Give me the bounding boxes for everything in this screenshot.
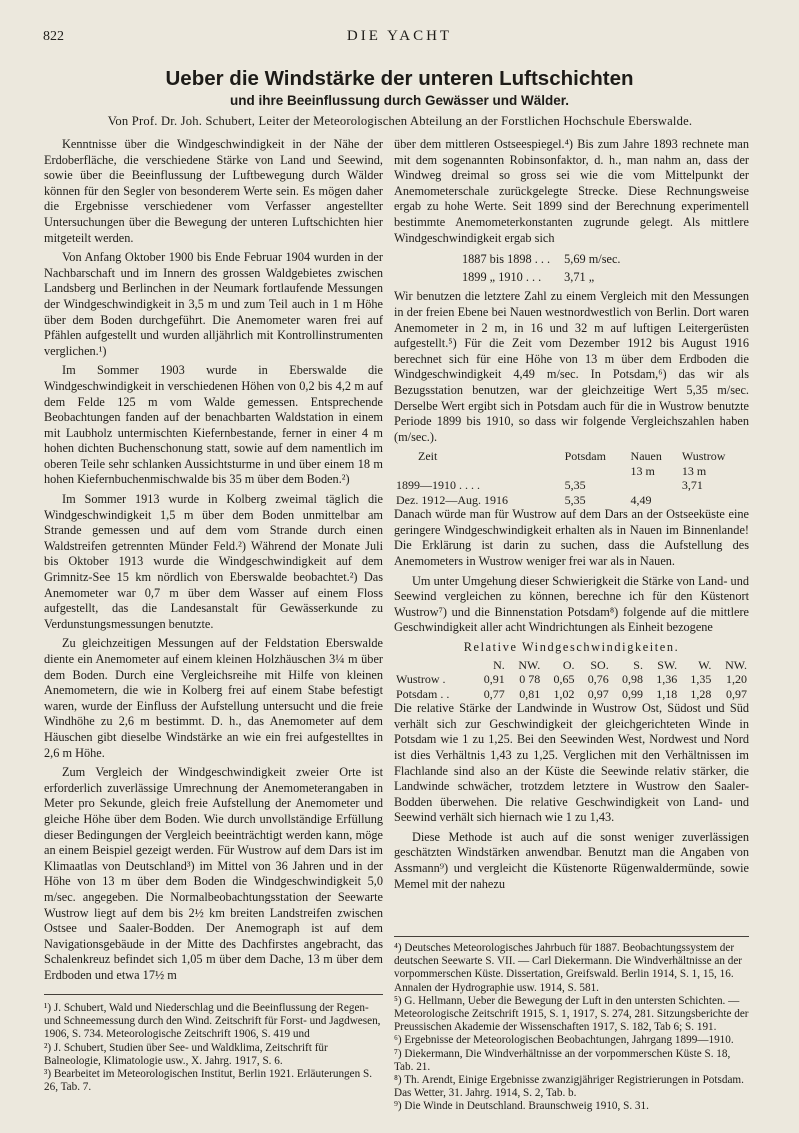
table-cell: 0,81 xyxy=(519,686,541,701)
footnote: ⁵) G. Hellmann, Ueber die Bewegung der Luft in den untersten Schichten. — Meteorologische Zeitschrift 1915, S. 1, 1917, S. 274, 281. Sitzungsberichte der Preussischen Akademie der Wissenschaften 1917, S. 182, Tab 6; S. 191. xyxy=(394,994,749,1034)
article-byline: Von Prof. Dr. Joh. Schubert, Leiter der Meteorologischen Abteilung an der Forstlichen Hochschule Eberswalde. xyxy=(107,114,693,128)
footnote: ²) J. Schubert, Studien über See- und Waldklima, Zeitschrift für Balneologie, Klimatologie usw., X. Jahrg. 1917, S. 6. xyxy=(44,1041,328,1067)
table-cell xyxy=(629,478,680,493)
column-header: NW. xyxy=(725,657,747,672)
row-label: Wustrow . xyxy=(396,672,446,687)
column-header: N. xyxy=(493,657,505,672)
paragraph: Im Sommer 1903 wurde in Eberswalde die Windgeschwindigkeit in verschiedenen Höhen von 0,2 bis 4,2 m auf dem Felde 125 m vom Walde gemessen. Entsprechende Beobachtungen fanden auf der benachbarten Waldstation in einem mit Laubholz untermischten Kiefernbestande, ferner in einer 4 m hohen dichten Buchenschonung statt, sowie auf dem namentlich im oberen Teile sehr schlanken Aussichtsturme in und über einem 18 m hohen Kiefernbuchenmischwalde bis 35 m über dem Boden.²) xyxy=(44,363,383,487)
column-header: Potsdam xyxy=(564,449,606,464)
right-column xyxy=(394,137,749,937)
footnote: ⁸) Th. Arendt, Einige Ergebnisse zwanzigjähriger Registrierungen in Potsdam. Das Wetter, 31. Jahrg. 1914, S. 2, Tab. b. xyxy=(394,1074,744,1100)
column-header: SO. xyxy=(590,657,609,672)
paragraph: Von Anfang Oktober 1900 bis Ende Februar 1904 wurden in der Nachbarschaft und im Innern des grossen Waldgebietes zwischen Landsberg und Berlinchen in der Neumark fortlaufende Messungen der Windgeschwindigkeit in 3,5 m und zum Teil auch in 1 m Höhe über dem Boden durchgeführt. Die Anemometer waren frei auf Pfählen aufgestellt und wurden alljährlich mit Kontrollinstrumenten verglichen.¹) xyxy=(44,250,383,358)
paragraph: Zum Vergleich der Windgeschwindigkeit zweier Orte ist erforderlich zuverlässige Umrechnung der Anemometerangaben in Meter pro Sekunde, gleich freie Aufstellung der Anemometer und gleiche Höhe über dem Boden. Wie durch unvollständige Erfüllung dieser Bedingungen der Vergleich beeinträchtigt werden kann, möge an einem Beispiel gezeigt werden. Für Wustrow auf dem Dars ist im Klimaatlas von Deutschland³) im Mittel von 36 Jahren und in der Höhe von 13 m über dem Boden die Windgeschwindigkeit 5,0 m/sec. angegeben. Die Normalbeobachtungsstation der Seewarte Wustrow liegt auf dem bis 2½ km breiten Landstreifen zwischen Ostsee und Saaler-Bodden. Der Anemograph ist auf dem Navigationsgebäude in der Mitte des Dachfirstes angebracht, das Schalenkreuz befindet sich 1,05 m über dem Dache, 13 m über dem Erdboden und etwa 17½ m xyxy=(44,765,383,982)
table-cell: 1887 bis 1898 . . . xyxy=(462,252,551,267)
table-cell: 1899 „ 1910 . . . xyxy=(462,269,542,284)
table-row xyxy=(394,672,749,687)
years-table xyxy=(454,250,629,287)
table-cell: 1,28 xyxy=(690,686,712,701)
paragraph: Danach würde man für Wustrow auf dem Dars an der Ostseeküste eine geringere Windgeschwindigkeit erhalten als in Nauen im Binnenlande! Die Erklärung ist darin zu suchen, dass die Aufstellung des Anemometers in Wustrow weniger frei war als in Nauen. xyxy=(394,507,749,569)
relative-table-heading: Relative Windgeschwindigkeiten. xyxy=(463,640,680,655)
paragraph: Um unter Umgehung dieser Schwierigkeit die Stärke von Land- und Seewind vergleichen zu können, berechne ich für den Küstenort Wustrow⁷) und die Binnenstation Potsdam⁸) folgende auf die mittlere Geschwindigkeit aller acht Windrichtungen als Einheit bezogene xyxy=(394,573,749,635)
column-header: O. xyxy=(562,657,575,672)
relative-speed-table xyxy=(394,658,749,702)
footnote: ⁹) Die Winde in Deutschland. Braunschweig 1910, S. 31. xyxy=(394,1100,649,1113)
row-label: Potsdam . . xyxy=(396,686,450,701)
table-cell: 1899—1910 . . . . xyxy=(396,478,480,493)
table-cell: 1,35 xyxy=(690,672,712,687)
table-cell: 3,71 xyxy=(681,478,703,493)
column-header: Nauen xyxy=(630,449,662,464)
paragraph: über dem mittleren Ostseespiegel.⁴) Bis zum Jahre 1893 rechnete man mit dem sogenannten Robinsonfaktor, d. h., man nahm an, dass der Windweg dreimal so gross sei wie die vom Mittelpunkt der Anemometerschale zurückgelegte Strecke. Diese Rechnungsweise ergab zu hohe Werte. Seit 1899 sind der Berechnung experimentell bestimmte Anemometerkonstanten zugrunde gelegt. Als mittlere Windgeschwindigkeit ergab sich xyxy=(394,137,749,245)
table-cell: 5,35 xyxy=(564,478,586,493)
page-number: 822 xyxy=(43,29,64,44)
article-title: Ueber die Windstärke der unteren Luftschichten xyxy=(165,67,634,90)
table-cell: 0,97 xyxy=(587,686,609,701)
left-column xyxy=(44,137,383,989)
footnotes-right xyxy=(394,942,749,1128)
table-cell: 0,97 xyxy=(726,686,747,701)
footnote: ¹) J. Schubert, Wald und Niederschlag und die Beeinflussung der Regen- und Schneemessung durch den Wind. Zeitschrift für Forst- und Jagdwesen, 1906, S. 734. Meteorologische Zeitschrift 1906, S. 419 und xyxy=(44,1002,381,1041)
table-cell: Dez. 1912—Aug. 1916 xyxy=(396,492,508,507)
footnote-divider xyxy=(394,936,749,937)
table-cell: 0,99 xyxy=(621,686,643,701)
table-row xyxy=(394,687,749,702)
table-cell: 5,35 xyxy=(564,492,586,507)
table-cell: 0,77 xyxy=(483,686,505,701)
table-cell: 0,98 xyxy=(621,672,643,687)
column-header: NW. xyxy=(518,657,541,672)
table-cell: 1,36 xyxy=(656,672,678,687)
column-header: SW. xyxy=(657,657,678,672)
table-row xyxy=(456,252,627,268)
paragraph: Die relative Stärke der Landwinde in Wustrow Ost, Südost und Süd verhält sich zur Geschwindigkeit der gleichgerichteten Winde in Potsdam wie 1 zu 1,25. Bei den Seewinden West, Nordwest und Nord ist dies Verhältnis 1,43 zu 1,25. Verglichen mit den Verhältnissen im Flachlande sind also an der Küste die Seewinde relativ stärker, die Landwinde schwächer, trotzdem letztere in Wustrow den Saaler-Bodden überwehen. Die relative Geschwindigkeit von Land- und Seewind verhält sich hiernach wie 1 zu 1,43. xyxy=(394,701,749,825)
table-row xyxy=(394,493,749,508)
column-subheader xyxy=(563,464,629,479)
table-subheader-row xyxy=(394,464,749,479)
footnotes-left xyxy=(44,1002,383,1122)
table-row xyxy=(394,478,749,493)
footnote: ⁴) Deutsches Meteorologisches Jahrbuch für 1887. Beobachtungssystem der deutschen Seewarte S. VII. — Carl Diekermann. Die Windverhältnisse an der vorpommerschen Küste. Dissertation, Greifswald. Berlin 1914, S. 1, 15, 16. Annalen der Hydrographie usw. 1914, S. 581. xyxy=(394,942,743,994)
table-cell: 1,02 xyxy=(553,686,575,701)
table-cell: 1,20 xyxy=(726,672,747,687)
paragraph: Wir benutzen die letztere Zahl zu einem Vergleich mit den Messungen in der freien Ebene bei Nauen westnordwestlich von Berlin. Dort waren Anemometer in 2 m, in 16 und 32 m auf luftigen Leitergerüsten aufgestellt.⁵) Für die Zeit vom Dezember 1912 bis August 1916 berechnet sich für eine Höhe von 13 m über dem Erdboden die Windgeschwindigkeit 4,49 m/sec. In Potsdam,⁶) das wir als Bezugsstation benutzen, war der gleichzeitige Wert 5,35 m/sec. Derselbe Wert ergibt sich in Potsdam auch für die in Wustrow benutzte Periode 1899 bis 1910, so dass wir folgende Vergleichszahlen haben (m/sec.). xyxy=(394,289,749,444)
paragraph: Zu gleichzeitigen Messungen auf der Feldstation Eberswalde diente ein Anemometer auf einem kleinen Holzhäuschen 3¼ m über dem Boden. Durch eine Vergleichsreihe mit Hilfe von kleinen Anemometern, die wie in Kolberg frei auf einem Stabe befestigt waren, wurde der Einfluss der Aufstellung untersucht und die freie Windhöhe zu 2,6 m bestimmt. D. h., das Anemometer auf dem Häuschen gibt dieselbe Windstärke an wie ein frei aufgestelltes in 2,6 m Höhe. xyxy=(44,636,383,760)
column-header: Wustrow xyxy=(681,449,726,464)
column-header: Zeit xyxy=(418,449,438,464)
table-cell: 0 78 xyxy=(519,672,541,687)
table-cell: 5,69 m/sec. xyxy=(564,252,621,267)
footnote-divider xyxy=(44,994,383,995)
column-subheader: 13 m xyxy=(630,463,655,478)
table-cell: 0,76 xyxy=(587,672,609,687)
column-header: S. xyxy=(633,657,643,672)
footnote: ³) Bearbeitet im Meteorologischen Institut, Berlin 1921. Erläuterungen S. 26, Tab. 7. xyxy=(44,1068,373,1094)
table-cell: 1,18 xyxy=(656,686,678,701)
table-header-row xyxy=(394,658,749,673)
article-subtitle: und ihre Beeinflussung durch Gewässer und Wälder. xyxy=(229,93,570,108)
table-cell: 4,49 xyxy=(630,492,652,507)
comparison-table xyxy=(394,449,749,507)
table-cell: 0,65 xyxy=(553,672,575,687)
table-cell: 0,91 xyxy=(483,672,505,687)
table-cell xyxy=(680,493,749,508)
paragraph: Diese Methode ist auch auf die sonst weniger zuverlässigen geschätzten Windstärken anwendbar. Benutzt man die Angaben von Assmann⁹) und vergleicht die Küstenorte Rügenwaldermünde, sowie Memel mit der nahezu xyxy=(394,829,749,891)
paragraph: Kenntnisse über die Windgeschwindigkeit in der Nähe der Erdoberfläche, die verschiedene Stärke von Land und Seewind, sowie über die Beeinflussung der Luftbewegung durch Wälder können für den Segler von besonderem Werte sein. Es mögen daher die Ergebnisse verschiedener vom Verfasser angestellter Untersuchungen über die Bewegung der unteren Luftschichten hier mitgeteilt werden. xyxy=(44,137,383,245)
table-header-row xyxy=(394,449,749,464)
table-cell: 3,71 „ xyxy=(564,269,595,284)
paragraph: Im Sommer 1913 wurde in Kolberg zweimal täglich die Windgeschwindigkeit 1,5 m über dem Boden unmittelbar am Strande gemessen und auf dem vom Strande durch einen Waldstreifen getrennten Münder Feld.²) Während der Monate Juli bis Oktober 1913 wurde die Windgeschwindigkeit auf dem Grimnitz-See 15 km nördlich von Eberswalde beobachtet.²) Das Anemometer war 0,7 m über dem Wasser auf einem Floss aufgestellt, das die Landesanstalt für Gewässerkunde zu Verdunstungsmessungen benutzte. xyxy=(44,492,383,631)
table-row xyxy=(456,270,627,286)
footnote: ⁷) Diekermann, Die Windverhältnisse an der vorpommerschen Küste S. 18, Tab. 21. xyxy=(394,1047,731,1073)
column-header: W. xyxy=(698,657,712,672)
footnote: ⁶) Ergebnisse der Meteorologischen Beobachtungen, Jahrgang 1899—1910. xyxy=(394,1034,734,1047)
column-subheader xyxy=(394,464,563,479)
journal-title: DIE YACHT xyxy=(346,28,453,44)
column-subheader: 13 m xyxy=(681,463,707,478)
